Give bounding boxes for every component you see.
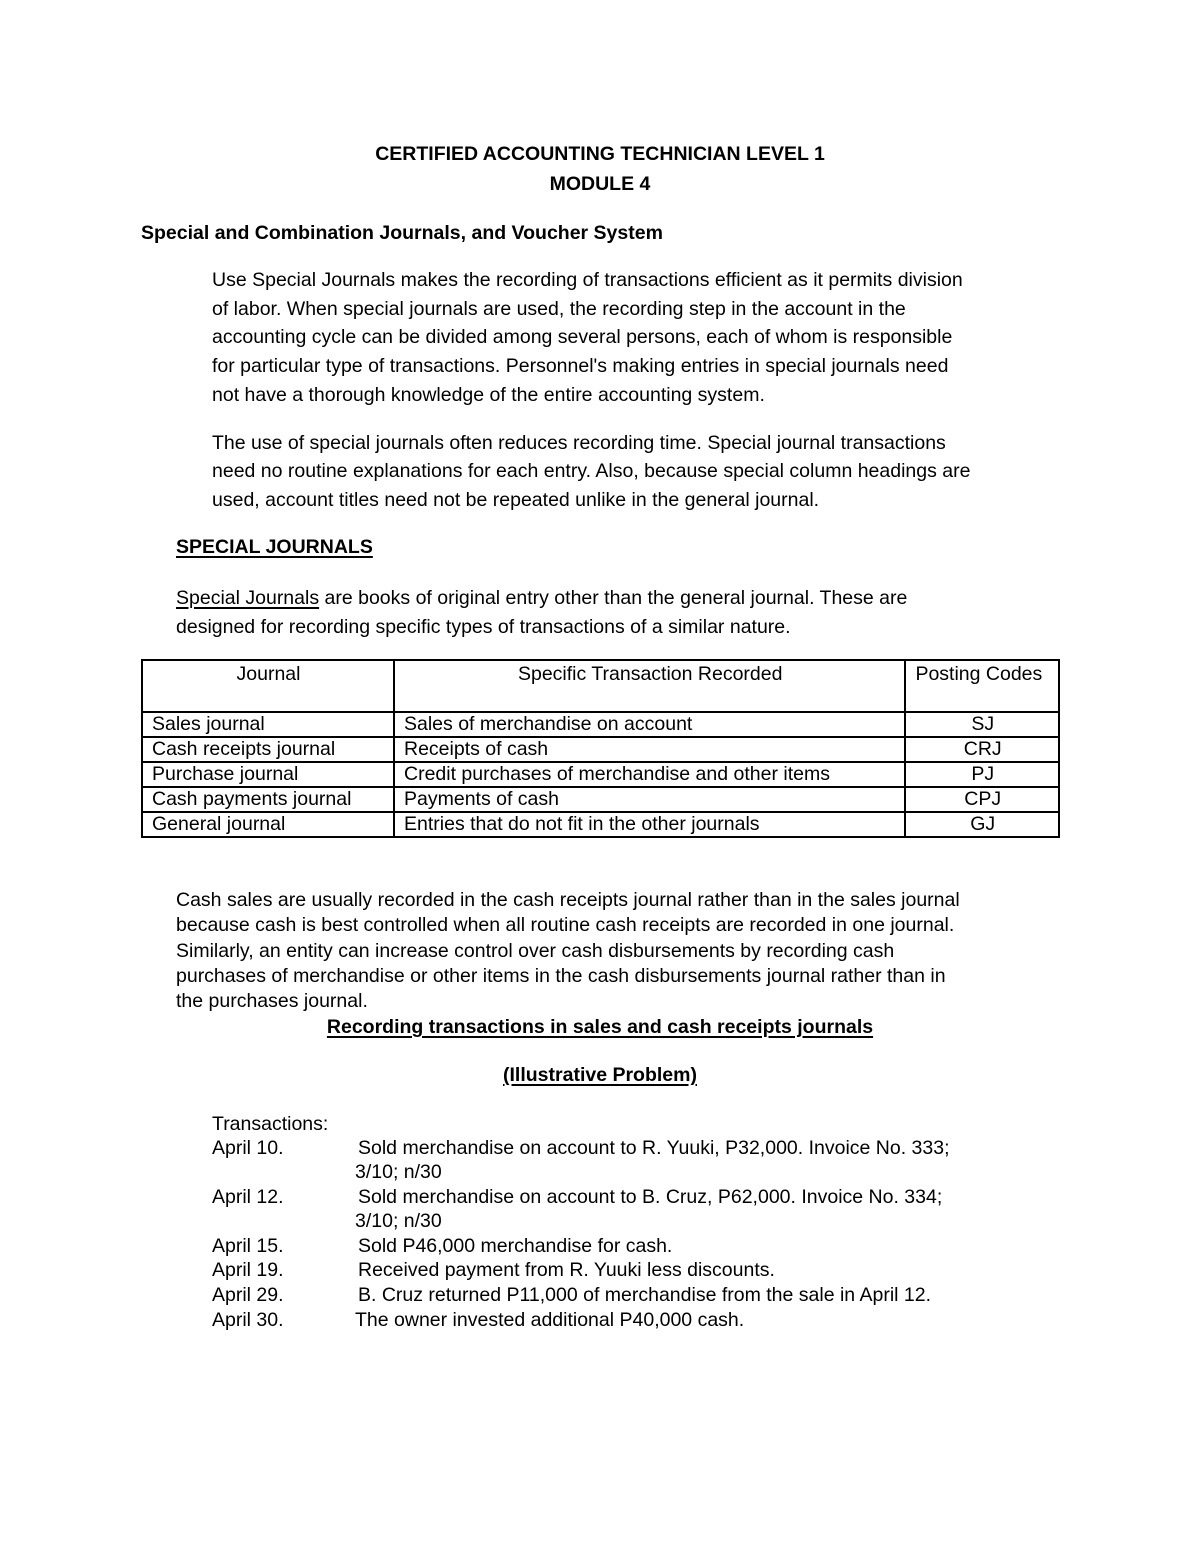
transaction-date: April 15. <box>212 1235 284 1257</box>
table-row <box>142 737 1059 762</box>
cell-journal: General journal <box>142 812 394 837</box>
table-row <box>142 812 1059 837</box>
table-row <box>142 762 1059 787</box>
cell-journal: Sales journal <box>142 712 394 737</box>
cell-transaction: Credit purchases of merchandise and other items <box>394 762 905 787</box>
transaction-date: April 30. <box>212 1309 284 1331</box>
paragraph-line: The use of special journals often reduces recording time. Special journal transactions <box>212 432 946 454</box>
header-transaction: Specific Transaction Recorded <box>394 660 905 712</box>
transaction-terms: 3/10; n/30 <box>355 1210 442 1232</box>
cell-journal: Cash receipts journal <box>142 737 394 762</box>
transaction-date: April 10. <box>212 1137 284 1159</box>
cell-transaction: Payments of cash <box>394 787 905 812</box>
transaction-date: April 29. <box>212 1284 284 1306</box>
paragraph-line: for particular type of transactions. Personnel's making entries in special journals need <box>212 355 949 377</box>
recording-heading: Recording transactions in sales and cash receipts journals <box>326 1016 874 1038</box>
paragraph-line: Cash sales are usually recorded in the cash receipts journal rather than in the sales journal <box>176 889 960 911</box>
table-row <box>142 712 1059 737</box>
transaction-date: April 19. <box>212 1259 284 1281</box>
paragraph-line: the purchases journal. <box>176 990 368 1012</box>
cell-code: CRJ <box>905 737 1059 762</box>
table-header-row <box>142 660 1059 712</box>
transaction-description: The owner invested additional P40,000 cash. <box>355 1309 745 1331</box>
document-title: CERTIFIED ACCOUNTING TECHNICIAN LEVEL 1 <box>375 143 825 165</box>
transaction-description: B. Cruz returned P11,000 of merchandise from the sale in April 12. <box>358 1284 932 1306</box>
paragraph-line: Use Special Journals makes the recording of transactions efficient as it permits division <box>212 269 963 291</box>
table-row <box>142 787 1059 812</box>
transaction-description: Sold merchandise on account to B. Cruz, P62,000. Invoice No. 334; <box>358 1186 943 1208</box>
transaction-description: Sold merchandise on account to R. Yuuki, P32,000. Invoice No. 333; <box>358 1137 950 1159</box>
cell-journal: Cash payments journal <box>142 787 394 812</box>
paragraph-line: purchases of merchandise or other items in the cash disbursements journal rather than in <box>176 965 946 987</box>
definition-line-1 <box>176 587 907 610</box>
paragraph-line: used, account titles need not be repeated unlike in the general journal. <box>212 489 820 511</box>
paragraph-line: accounting cycle can be divided among several persons, each of whom is responsible <box>212 326 953 348</box>
paragraph-line: Similarly, an entity can increase control over cash disbursements by recording cash <box>176 940 895 962</box>
cell-transaction: Sales of merchandise on account <box>394 712 905 737</box>
cell-journal: Purchase journal <box>142 762 394 787</box>
module-label: MODULE 4 <box>549 173 651 195</box>
section-title: Special and Combination Journals, and Voucher System <box>141 222 663 244</box>
transactions-label: Transactions: <box>212 1113 329 1135</box>
cell-code: CPJ <box>905 787 1059 812</box>
cell-code: PJ <box>905 762 1059 787</box>
journals-table <box>141 659 1060 838</box>
special-journals-heading: SPECIAL JOURNALS <box>176 536 373 558</box>
cell-transaction: Receipts of cash <box>394 737 905 762</box>
paragraph-line: of labor. When special journals are used, the recording step in the account in the <box>212 298 906 320</box>
cell-code: GJ <box>905 812 1059 837</box>
transaction-date: April 12. <box>212 1186 284 1208</box>
definition-line-2: designed for recording specific types of transactions of a similar nature. <box>176 616 791 638</box>
transaction-terms: 3/10; n/30 <box>355 1161 442 1183</box>
illustrative-heading: (Illustrative Problem) <box>503 1064 697 1086</box>
header-journal: Journal <box>142 660 394 712</box>
transaction-description: Received payment from R. Yuuki less discounts. <box>358 1259 775 1281</box>
cell-transaction: Entries that do not fit in the other journals <box>394 812 905 837</box>
definition-term: Special Journals <box>176 587 320 609</box>
transaction-description: Sold P46,000 merchandise for cash. <box>358 1235 673 1257</box>
cell-code: SJ <box>905 712 1059 737</box>
definition-text: are books of original entry other than the general journal. These are <box>319 587 908 609</box>
header-posting-codes: Posting Codes <box>905 660 1059 712</box>
paragraph-line: need no routine explanations for each entry. Also, because special column headings are <box>212 460 971 482</box>
paragraph-line: because cash is best controlled when all routine cash receipts are recorded in one journal. <box>176 914 955 936</box>
paragraph-line: not have a thorough knowledge of the entire accounting system. <box>212 384 765 406</box>
